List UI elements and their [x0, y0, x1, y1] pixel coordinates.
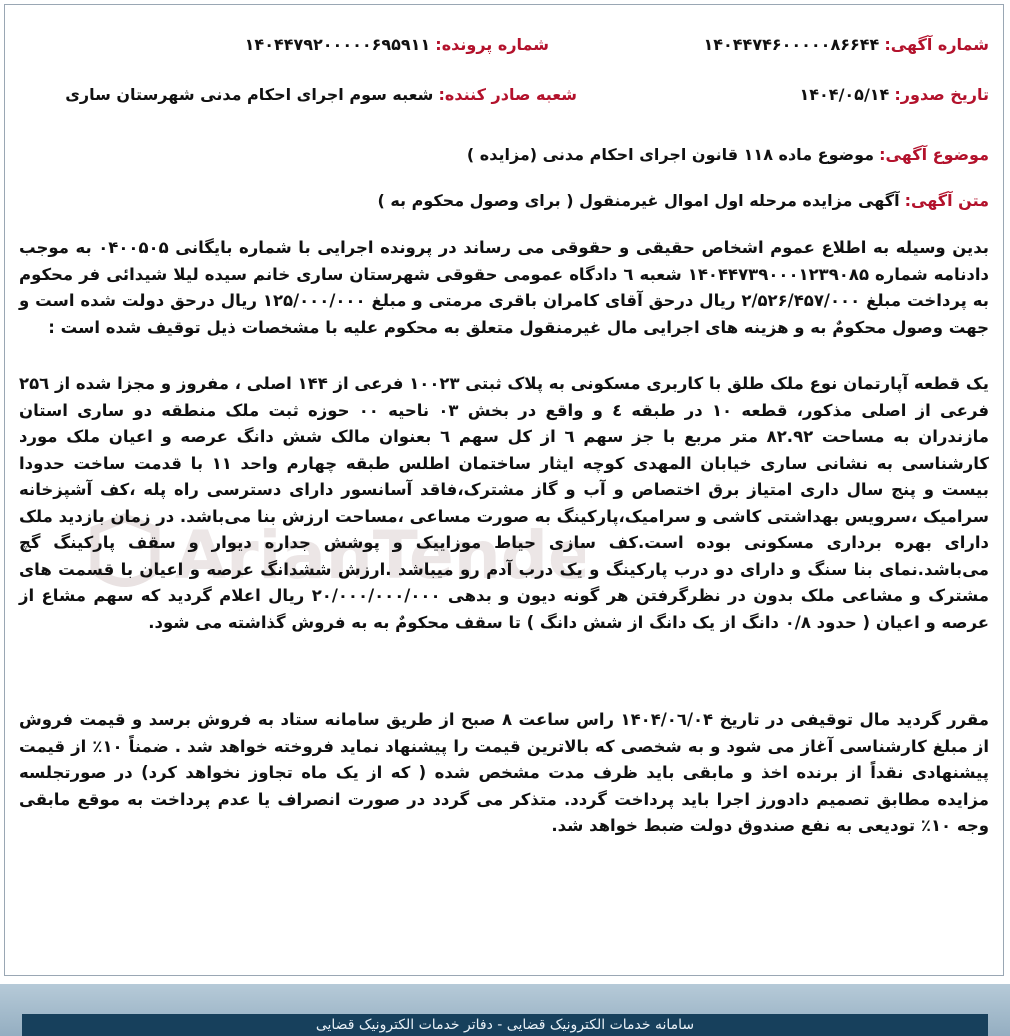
notice-frame: [4, 4, 1004, 976]
ad-text-heading: [377, 191, 989, 210]
paragraph-auction-terms: مقرر گردید مال توقیفی در تاریخ ۱۴۰۴/۰٦/۰۴ راس ساعت ۸ صبح از طریق سامانه ستاد به فروش برسد و قیمت فروش از مبلغ کارشناسی آغاز می شود و به شخصی که بالاترین قیمت را پیشنهاد نماید فروخته خواهد شد . ضمناً ۱۰٪ از قیمت پیشنهادی نقداً از برنده اخذ و مابقی باید ظرف مدت مشخص شده ( که از یک ماه تجاوز نخواهد کرد) در صورتجلسه مزایده مطابق تصمیم دادورز اجرا باید پرداخت گردد. متذکر می گردد در صورت انصراف یا عدم پرداخت به موقع مابقی وجه ۱۰٪ تودیعی به نفع صندوق دولت ضبط خواهد شد.: [19, 710, 989, 835]
ad-number-value: ۱۴۰۴۴۷۴۶۰۰۰۰۰۸۶۶۴۴: [703, 35, 880, 54]
issuer-label: شعبه صادر کننده:: [438, 85, 577, 104]
ad-text-title: آگهی مزایده مرحله اول اموال غیرمنقول ( برای وصول محکوم به ): [377, 191, 900, 210]
issue-date-value: ۱۴۰۴/۰۵/۱۴: [799, 85, 890, 104]
case-number-label: شماره پرونده:: [435, 35, 549, 54]
case-number-value: ۱۴۰۴۴۷۹۲۰۰۰۰۰۶۹۵۹۱۱: [244, 35, 431, 54]
issuer-value: شعبه سوم اجرای احکام مدنی شهرستان ساری: [65, 85, 434, 104]
footer-bar: [0, 984, 1010, 1036]
issue-date-label: تاریخ صدور:: [894, 85, 989, 104]
subject-value: موضوع ماده ۱۱۸ قانون اجرای احکام مدنی (مزایده ): [466, 145, 875, 164]
footer-text: سامانه خدمات الکترونیک قضایی - دفاتر خدمات الکترونیک قضایی: [22, 1014, 988, 1036]
subject-label: موضوع آگهی:: [879, 145, 989, 164]
paragraph-intro: بدین وسیله به اطلاع عموم اشخاص حقیقی و حقوقی می رساند در پرونده اجرایی با شماره بایگانی ۰۴۰۰۵۰۵ به موجب دادنامه شماره ۱۴۰۴۴۷۳۹۰۰۰۱۲۳۹۰۸۵ شعبه ٦ دادگاه عمومی حقوقی شهرستان ساری خانم سیده لیلا شیدائی فر محکوم به پرداخت مبلغ ۲/۵۲۶/۴۵۷/۰۰۰ ریال درحق آقای کامران باقری مرمتی و مبلغ ۱۲۵/۰۰۰/۰۰۰ ریال درحق دولت شده است و جهت وصول محکومٌ به و هزینه های اجرایی مال غیرمنقول متعلق به محکوم علیه با مشخصات ذیل توقیف شده است :: [19, 238, 989, 337]
paragraph-property: یک قطعه آپارتمان نوع ملک طلق با کاربری مسکونی به پلاک ثبتی ۱۰۰۲۳ فرعی از ۱۴۴ اصلی ، مفروز و مجزا شده از ۲۵٦ فرعی از اصلی مذکور، قطعه ۱۰ در طبقه ٤ و واقع در بخش ۰۳ ناحیه ۰۰ حوزه ثبت ملک منطقه دو ساری استان مازندران به مساحت ۸۲.۹۲ متر مربع با جز سهم ٦ از کل سهم ٦ بعنوان مالک شش دانگ عرصه و اعیان ملک مورد کارشناسی به نشانی ساری خیابان المهدی کوچه ایثار ساختمان اطلس طبقه چهارم واحد ۱۱ با قدمت ساخت حدودا بیست و پنج سال داری امتیاز برق اختصاص و آب و گاز مشترک،فاقد آسانسور دارای دسترسی راه پله ،کف آشپزخانه سرامیک ،سرویس بهداشتی کاشی و سرامیک،پارکینگ به صورت مساعی ،مساحت ارزش بنا می‌باشد. در زمان بازدید ملک دارای بهره برداری مسکونی بوده است.کف سازی حیاط موزاییک و پوشش جداره دیوار و سقف پارکینگ گچ می‌باشد.نمای بنا سنگ و دارای دو درب پارکینگ و یک درب آدم رو میباشد .ارزش ششدانگ عرصه و اعیان با قسمت های مشترک و مشاعی ملک بدون در نظرگرفتن هر گونه دیون و بدهی ۲۰/۰۰۰/۰۰۰/۰۰۰ ریال اعلام گردید که سهم مشاع از عرصه و اعیان ( حدود ۰/۸ دانگ از یک دانگ از شش دانگ ) تا سقف محکومٌ به به فروش گذاشته می شود.: [19, 374, 990, 632]
case-number: [245, 35, 549, 54]
watermark-text: ArianTende: [175, 517, 585, 594]
issue-date: [800, 85, 990, 104]
ad-text-label: متن آگهی:: [904, 191, 989, 210]
notice-document: [19, 5, 989, 975]
ad-number: [703, 35, 989, 54]
subject: [467, 145, 989, 164]
issuer: [65, 85, 577, 104]
ad-number-label: شماره آگهی:: [884, 35, 989, 54]
